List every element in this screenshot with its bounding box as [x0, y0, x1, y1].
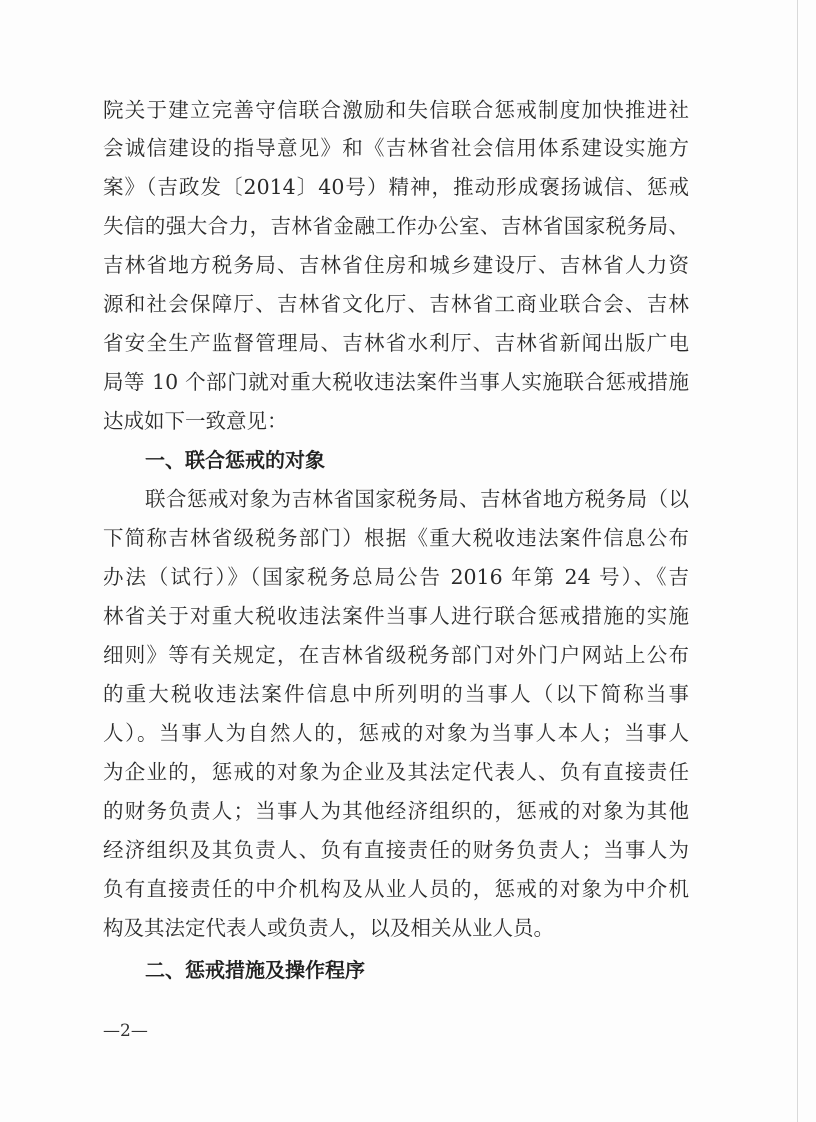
- para1-line-4: 失信的强大合力，吉林省金融工作办公室、吉林省国家税务局、: [103, 214, 689, 238]
- para2-line-5: 细则》等有关规定，在吉林省级税务部门对外门户网站上公布: [103, 643, 689, 667]
- para2-line-4: 林省关于对重大税收违法案件当事人进行联合惩戒措施的实施: [103, 604, 689, 628]
- para1-line-6: 源和社会保障厅、吉林省文化厅、吉林省工商业联合会、吉林: [103, 292, 689, 316]
- para1-line-7: 省安全生产监督管理局、吉林省水利厅、吉林省新闻出版广电: [103, 331, 689, 355]
- para2-line-12: 构及其法定代表人或负责人，以及相关从业人员。: [103, 916, 554, 940]
- para1-line-8: 局等 10 个部门就对重大税收违法案件当事人实施联合惩戒措施: [103, 370, 689, 394]
- para1-line-3: 案》（吉政发〔2014〕40号）精神，推动形成褒扬诚信、惩戒: [103, 175, 689, 199]
- para2-line-9: 的财务负责人；当事人为其他经济组织的，惩戒的对象为其他: [103, 799, 689, 823]
- para2-line-3: 办法（试行）》（国家税务总局公告 2016 年第 24 号）、《吉: [103, 565, 689, 589]
- para2-line-7: 人）。当事人为自然人的，惩戒的对象为当事人本人；当事人: [103, 721, 689, 745]
- section-heading-2: 二、惩戒措施及操作程序: [145, 958, 365, 982]
- page-number: —2—: [103, 1021, 148, 1041]
- para1-line-9: 达成如下一致意见：: [103, 409, 288, 433]
- para2-line-10: 经济组织及其负责人、负有直接责任的财务负责人；当事人为: [103, 838, 689, 862]
- para1-line-5: 吉林省地方税务局、吉林省住房和城乡建设厅、吉林省人力资: [103, 253, 689, 277]
- para2-line-6: 的重大税收违法案件信息中所列明的当事人（以下简称当事: [103, 682, 689, 706]
- para2-line-11: 负有直接责任的中介机构及从业人员的，惩戒的对象为中介机: [103, 877, 689, 901]
- section-heading-1: 一、联合惩戒的对象: [145, 448, 325, 472]
- para2-line-1: 联合惩戒对象为吉林省国家税务局、吉林省地方税务局（以: [145, 487, 689, 511]
- para1-line-1: 院关于建立完善守信联合激励和失信联合惩戒制度加快推进社: [103, 98, 689, 122]
- para2-line-8: 为企业的，惩戒的对象为企业及其法定代表人、负有直接责任: [103, 760, 689, 784]
- page-edge-line: [797, 0, 798, 1122]
- para1-line-2: 会诚信建设的指导意见》和《吉林省社会信用体系建设实施方: [103, 136, 689, 160]
- para2-line-2: 下简称吉林省级税务部门）根据《重大税收违法案件信息公布: [103, 526, 689, 550]
